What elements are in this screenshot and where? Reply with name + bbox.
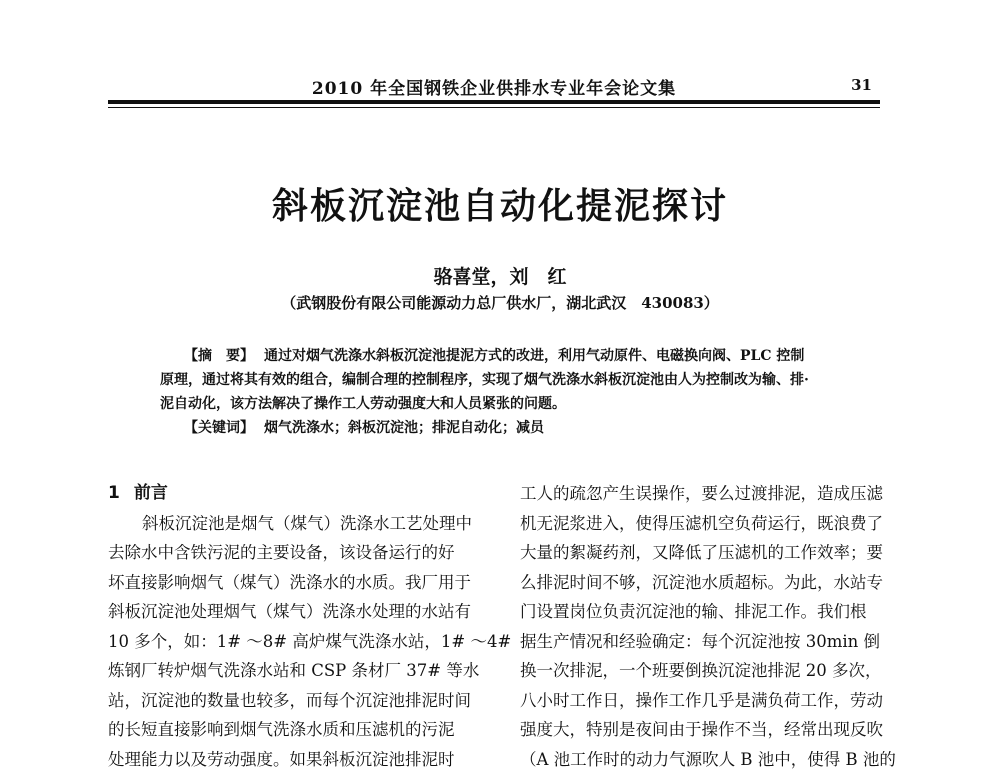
abstract xyxy=(160,344,840,440)
body-line: 斜板沉淀池是烟气（煤气）洗涤水工艺处理中 xyxy=(108,509,486,539)
abstract-text: 通过对烟气洗涤水斜板沉淀池提泥方式的改进，利用气动原件、电磁换向阀、PLC 控制 xyxy=(264,348,804,364)
body-line: 八小时工作日，操作工作几乎是满负荷工作，劳动 xyxy=(520,686,895,716)
page-number: 31 xyxy=(851,76,872,94)
body-line: 的长短直接影响到烟气洗涤水质和压滤机的污泥 xyxy=(108,715,486,745)
body-line: 坏直接影响烟气（煤气）洗涤水的水质。我厂用于 xyxy=(108,568,486,598)
header-rule-thin xyxy=(108,107,880,108)
running-header xyxy=(108,70,880,100)
body-line: （A 池工作时的动力气源吹人 B 池中，使得 B 池的 xyxy=(520,745,895,774)
body-line: 么排泥时间不够，沉淀池水质超标。为此，水站专 xyxy=(520,568,895,598)
body-line: 去除水中含铁污泥的主要设备，该设备运行的好 xyxy=(108,538,486,568)
paper-title: 斜板沉淀池自动化提泥探讨 xyxy=(0,178,1000,229)
body-line: 门设置岗位负责沉淀池的输、排泥工作。我们根 xyxy=(520,597,895,627)
abstract-line: 原理，通过将其有效的组合，编制合理的控制程序，实现了烟气洗涤水斜板沉淀池由人为控制改为输、排· xyxy=(160,368,840,392)
affiliation: （武钢股份有限公司能源动力总厂供水厂，湖北武汉 430083） xyxy=(0,292,1000,313)
body-line: 大量的絮凝药剂，又降低了压滤机的工作效率；要 xyxy=(520,538,895,568)
keywords-label: 【关键词】 xyxy=(184,420,254,436)
section-title: 前言 xyxy=(134,483,168,503)
header-rule-thick xyxy=(108,100,880,104)
body-line: 斜板沉淀池处理烟气（煤气）洗涤水处理的水站有 xyxy=(108,597,486,627)
body-line: 站，沉淀池的数量也较多，而每个沉淀池排泥时间 xyxy=(108,686,486,716)
body-line: 据生产情况和经验确定：每个沉淀池按 30min 倒 xyxy=(520,627,895,657)
abstract-line: 泥自动化，该方法解决了操作工人劳动强度大和人员紧张的问题。 xyxy=(160,392,840,416)
left-column xyxy=(108,479,486,774)
abstract-line xyxy=(160,344,840,368)
body-line: 炼钢厂转炉烟气洗涤水站和 CSP 条材厂 37# 等水 xyxy=(108,656,486,686)
section-heading xyxy=(108,479,486,509)
abstract-label: 【摘 要】 xyxy=(184,348,254,364)
keywords-text: 烟气洗涤水；斜板沉淀池；排泥自动化；减员 xyxy=(264,420,544,436)
body-line: 机无泥浆进入，使得压滤机空负荷运行，既浪费了 xyxy=(520,509,895,539)
body-line: 10 多个，如：1# ～8# 高炉煤气洗涤水站，1# ～4# xyxy=(108,627,486,657)
body-line: 强度大，特别是夜间由于操作不当，经常出现反吹 xyxy=(520,715,895,745)
body-line: 换一次排泥，一个班要倒换沉淀池排泥 20 多次， xyxy=(520,656,895,686)
section-number: 1 xyxy=(108,483,120,503)
keywords-line xyxy=(160,416,840,440)
journal-name: 2010 年全国钢铁企业供排水专业年会论文集 xyxy=(108,74,880,99)
right-column xyxy=(520,479,895,774)
body-line: 处理能力以及劳动强度。如果斜板沉淀池排泥时 xyxy=(108,745,486,774)
body-line: 工人的疏忽产生误操作，要么过渡排泥，造成压滤 xyxy=(520,479,895,509)
authors: 骆喜堂，刘 红 xyxy=(0,262,1000,289)
